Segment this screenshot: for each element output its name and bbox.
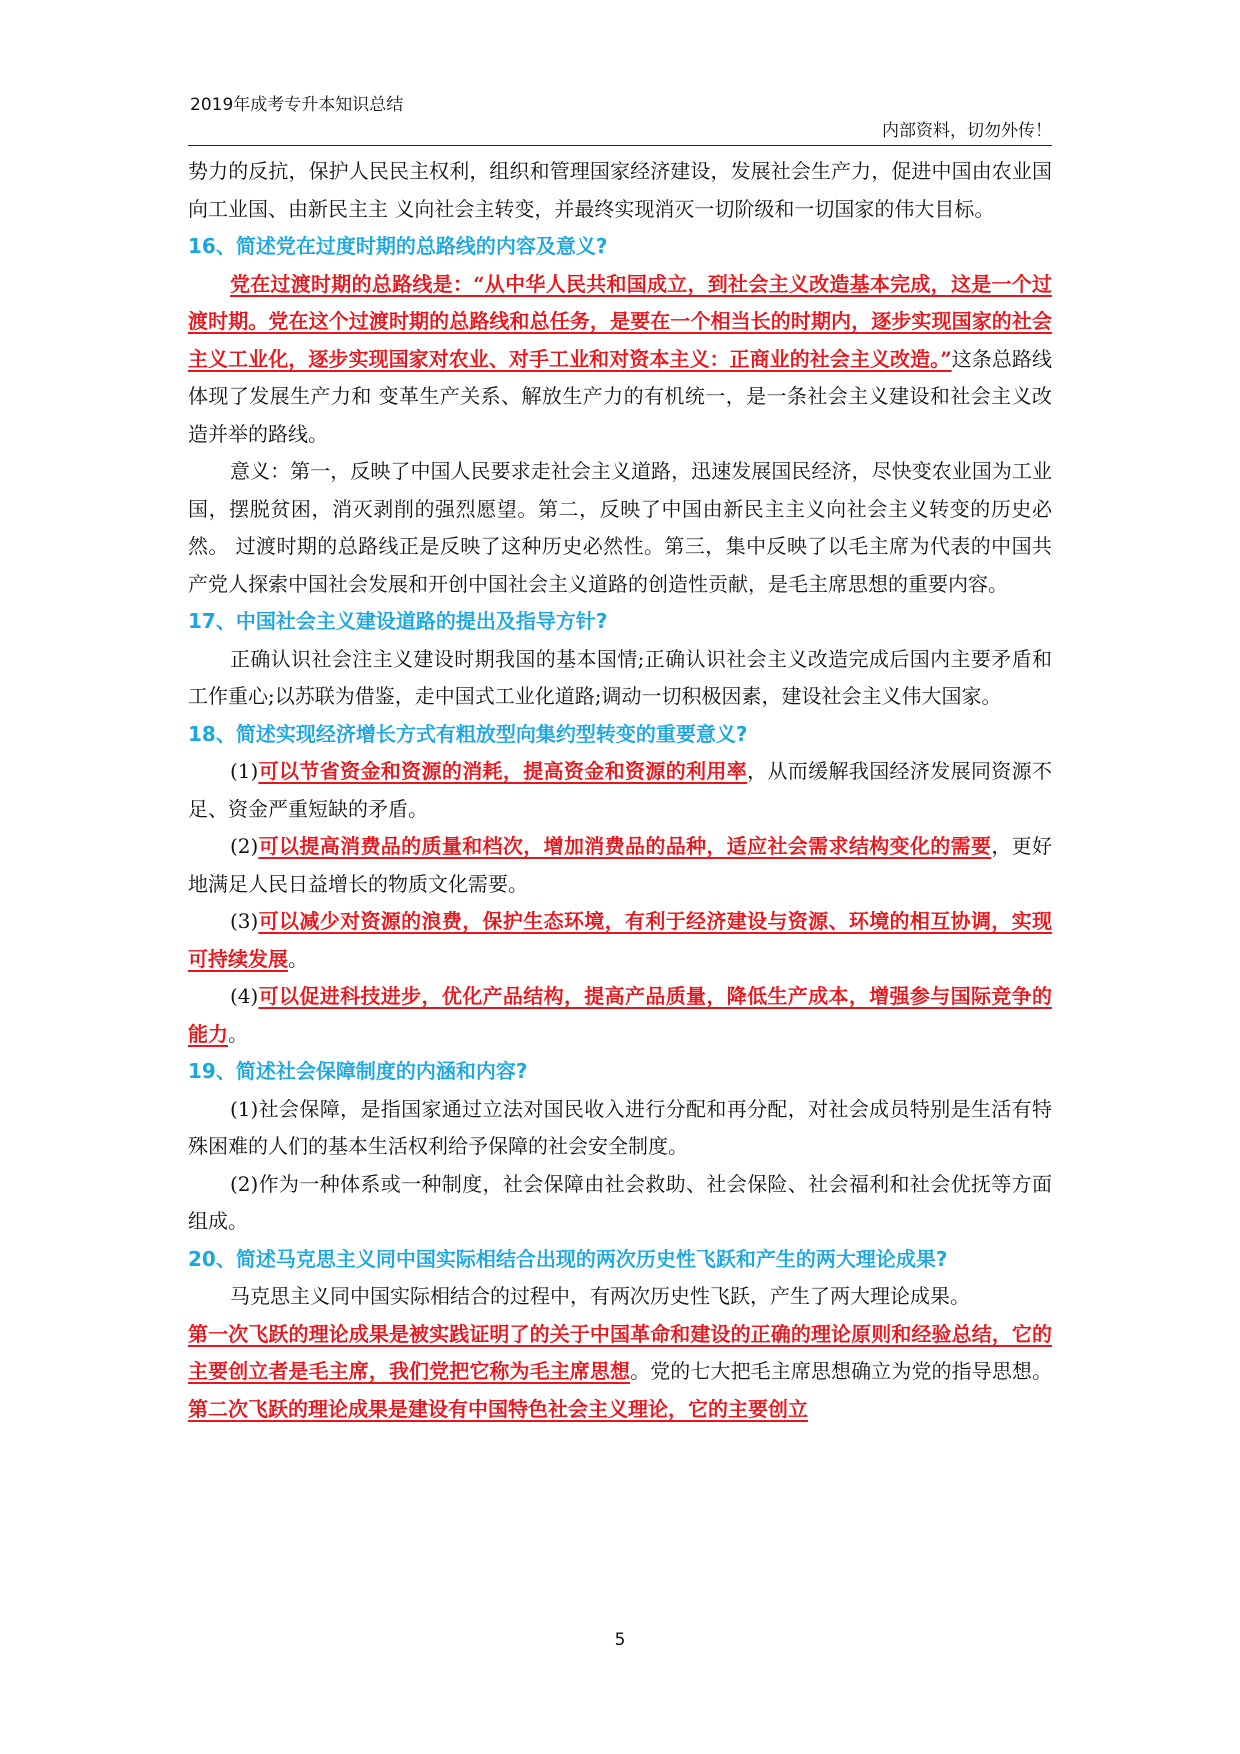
q18-item-3-rest: 。	[288, 946, 308, 971]
q19-paragraph-1: (1)社会保障，是指国家通过立法对国民收入进行分配和再分配，对社会成员特别是生活有特殊困难的人们的基本生活权利给予保障的社会安全制度。	[188, 1096, 1052, 1158]
question-20-title: 20、简述马克思主义同中国实际相结合出现的两次历史性飞跃和产生的两大理论成果?	[188, 1246, 948, 1271]
q20-paragraph-1: 马克思主义同中国实际相结合的过程中，有两次历史性飞跃，产生了两大理论成果。	[230, 1284, 970, 1308]
q17-paragraph-1: 正确认识社会注主义建设时期我国的基本国情;正确认识社会主义改造完成后国内主要矛盾和工作重心;以苏联为借鉴，走中国式工业化道路;调动一切积极因素，建设社会主义伟大国家。	[188, 646, 1052, 708]
question-18-title: 18、简述实现经济增长方式有粗放型向集约型转变的重要意义?	[188, 721, 748, 746]
q18-item-2-highlight: 可以提高消费品的质量和档次，增加消费品的品种，适应社会需求结构变化的需要	[258, 834, 992, 858]
q19-paragraph-2: (2)作为一种体系或一种制度，社会保障由社会救助、社会保险、社会福利和社会优抚等方面组成。	[188, 1171, 1052, 1233]
q18-item-3-highlight: 可以减少对资源的浪费，保护生态环境，有利于经济建设与资源、环境的相互协调，实现可持续发展	[188, 909, 1052, 971]
q18-item-4-rest: 。	[228, 1021, 248, 1046]
q18-item-2	[188, 828, 1052, 903]
q16-paragraph-1	[188, 266, 1052, 454]
q18-item-1	[188, 753, 1052, 828]
q18-item-4-num: (4)	[230, 984, 259, 1008]
question-16-title: 16、简述党在过度时期的总路线的内容及意义?	[188, 234, 608, 258]
q18-item-2-num: (2)	[230, 834, 259, 858]
header-divider	[188, 145, 1052, 146]
q18-item-2-rest: ，更好地满足人民日益增长的物质文化需要。	[188, 834, 1053, 896]
q18-item-4	[188, 978, 1052, 1053]
q20-middle-text: 。党的七大把毛主席思想确立为党的指导思想。	[630, 1359, 1053, 1383]
question-17-title: 17、中国社会主义建设道路的提出及指导方针?	[188, 609, 608, 633]
page-number: 5	[614, 1630, 626, 1650]
q18-item-4-highlight: 可以促进科技进步，优化产品结构，提高产品质量，降低生产成本，增强参与国际竞争的能力	[188, 984, 1052, 1046]
page-content	[188, 153, 1052, 1428]
intro-paragraph: 势力的反抗，保护人民民主权利，组织和管理国家经济建设，发展社会生产力，促进中国由农业国向工业国、由新民主主 义向社会主转变，并最终实现消灭一切阶级和一切国家的伟大目标。	[188, 159, 1052, 221]
q20-paragraph-2	[188, 1316, 1052, 1429]
q20-highlight-2: 第二次飞跃的理论成果是建设有中国特色社会主义理论，它的主要创立	[188, 1396, 808, 1421]
header-title: 2019年成考专升本知识总结	[190, 95, 404, 115]
q18-item-1-highlight: 可以节省资金和资源的消耗，提高资金和资源的利用率	[258, 759, 748, 783]
q18-item-1-num: (1)	[230, 759, 259, 783]
question-19-title: 19、简述社会保障制度的内涵和内容?	[188, 1059, 528, 1083]
q16-paragraph-1-rest: 这条总路线体现了发展生产力和 变革生产关系、解放生产力的有机统一，是一条社会主义建设和社会主义改造并举的路线。	[188, 346, 1052, 446]
q20-highlight-1: 第一次飞跃的理论成果是被实践证明了的关于中国革命和建设的正确的理论原则和经验总结，它的主要创立者是毛主席，我们党把它称为毛主席思想	[188, 1321, 1052, 1383]
header-notice: 内部资料，切勿外传！	[882, 121, 1052, 141]
q16-highlight: 党在过渡时期的总路线是：“从中华人民共和国成立，到社会主义改造基本完成，这是一个过渡时期。党在这个过渡时期的总路线和总任务，是要在一个相当长的时期内，逐步实现国家的社会主义工业化，逐步实现国家对农业、对手工业和对资本主义：正商业的社会主义改造。”	[188, 271, 1052, 371]
q18-item-3-num: (3)	[230, 909, 259, 933]
q18-item-1-rest: ，从而缓解我国经济发展同资源不足、资金严重短缺的矛盾。	[188, 759, 1053, 821]
q16-paragraph-2: 意义：第一，反映了中国人民要求走社会主义道路，迅速发展国民经济，尽快变农业国为工业国，摆脱贫困，消灭剥削的强烈愿望。第二，反映了中国由新民主主义向社会主义转变的历史必然。 过渡时期的总路线正是反映了这种历史必然性。第三，集中反映了以毛主席为代表的中国共产党人探索中国社会发展和开创中国社会主义道路的创造性贡献，是毛主席思想的重要内容。	[188, 459, 1052, 596]
q18-item-3	[188, 903, 1052, 978]
